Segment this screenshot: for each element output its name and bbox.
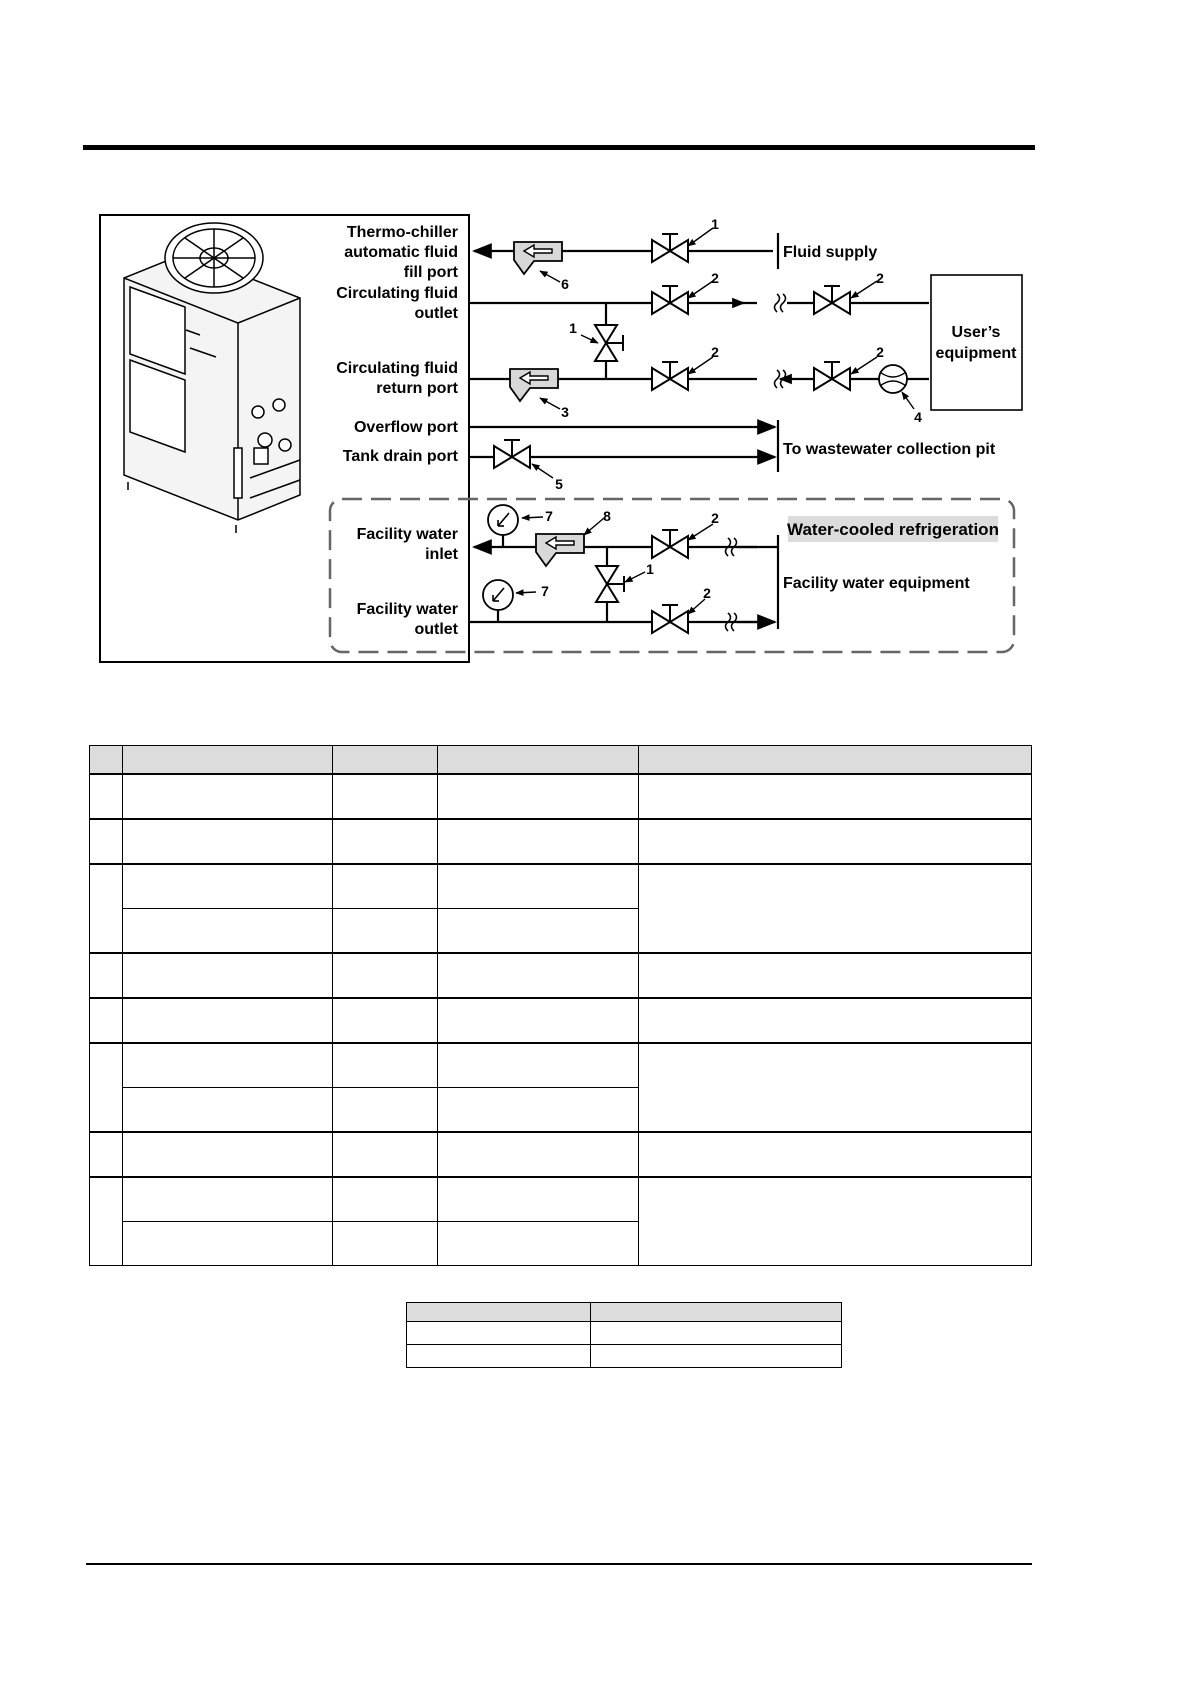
table-header-cell [90, 746, 123, 775]
label-users-equipment-1: User’s [951, 324, 1001, 341]
pressure-gauge-icon [483, 580, 513, 610]
callout-number: 8 [603, 508, 611, 524]
callout-number: 4 [914, 409, 922, 425]
table-header-row [407, 1303, 842, 1322]
label-wastewater: To wastewater collection pit [783, 441, 996, 458]
callout-number: 1 [646, 561, 654, 577]
table-row [90, 864, 1032, 909]
table-header-cell [437, 746, 639, 775]
valve-icon [596, 566, 624, 602]
callout-number: 3 [561, 404, 569, 420]
strainer-icon [536, 534, 584, 566]
strainer-icon [514, 242, 562, 274]
label-circ-return-2: return port [376, 380, 458, 397]
callout-number: 2 [711, 270, 719, 286]
table-row [407, 1322, 842, 1345]
strainer-icon [510, 369, 558, 401]
label-circ-return-1: Circulating fluid [336, 360, 458, 377]
label-circ-outlet-2: outlet [414, 305, 458, 322]
table-header-cell [407, 1303, 591, 1322]
valve-icon [652, 286, 688, 314]
valve-icon [814, 286, 850, 314]
label-circ-outlet-1: Circulating fluid [336, 285, 458, 302]
table-row [90, 953, 1032, 998]
label-facility-outlet-1: Facility water [356, 601, 458, 618]
valve-icon [652, 362, 688, 390]
table-header-row [90, 746, 1032, 775]
table-row [90, 1132, 1032, 1177]
valve-icon [494, 440, 530, 468]
footer-rule [86, 1563, 1032, 1565]
callout-number: 1 [569, 320, 577, 336]
label-fluid-supply: Fluid supply [783, 244, 878, 261]
callout-number: 2 [711, 344, 719, 360]
label-auto-fill-port-3: fill port [403, 264, 458, 281]
parts-table [89, 745, 1032, 1266]
pipe-break-marks [726, 294, 786, 631]
label-facility-equipment: Facility water equipment [783, 575, 970, 592]
table-row [407, 1345, 842, 1368]
flow-meter-icon [879, 365, 907, 393]
label-auto-fill-port-2: automatic fluid [344, 244, 458, 261]
callout-number: 7 [545, 508, 553, 524]
table-header-cell [122, 746, 332, 775]
pressure-gauge-icon [488, 505, 518, 535]
table-header-cell [332, 746, 437, 775]
callout-number: 2 [703, 585, 711, 601]
table-row [90, 1177, 1032, 1222]
piping-diagram [0, 0, 1191, 680]
table-row [90, 774, 1032, 819]
valve-icon [595, 325, 623, 361]
callout-number: 1 [711, 216, 719, 232]
label-water-cooled: Water-cooled refrigeration [787, 520, 999, 539]
table-row [90, 1043, 1032, 1088]
callout-number: 7 [541, 583, 549, 599]
label-facility-inlet-2: inlet [425, 546, 458, 563]
callout-number: 2 [876, 344, 884, 360]
label-tank-drain-port: Tank drain port [342, 448, 458, 465]
note-table [406, 1302, 842, 1368]
table-row [90, 998, 1032, 1043]
pipe-lines [469, 233, 1022, 629]
valve-icon [814, 362, 850, 390]
label-facility-inlet-1: Facility water [356, 526, 458, 543]
table-header-cell [639, 746, 1032, 775]
valve-icon [652, 234, 688, 262]
callout-number: 6 [561, 276, 569, 292]
callout-number: 2 [711, 510, 719, 526]
valve-icon [652, 530, 688, 558]
callout-number: 5 [555, 476, 563, 492]
table-header-cell [590, 1303, 841, 1322]
label-facility-outlet-2: outlet [414, 621, 458, 638]
label-users-equipment-2: equipment [935, 345, 1017, 362]
callout-number: 2 [876, 270, 884, 286]
label-auto-fill-port-1: Thermo-chiller [346, 224, 458, 241]
label-overflow-port: Overflow port [353, 419, 458, 436]
table-row [90, 819, 1032, 864]
valve-icon [652, 605, 688, 633]
